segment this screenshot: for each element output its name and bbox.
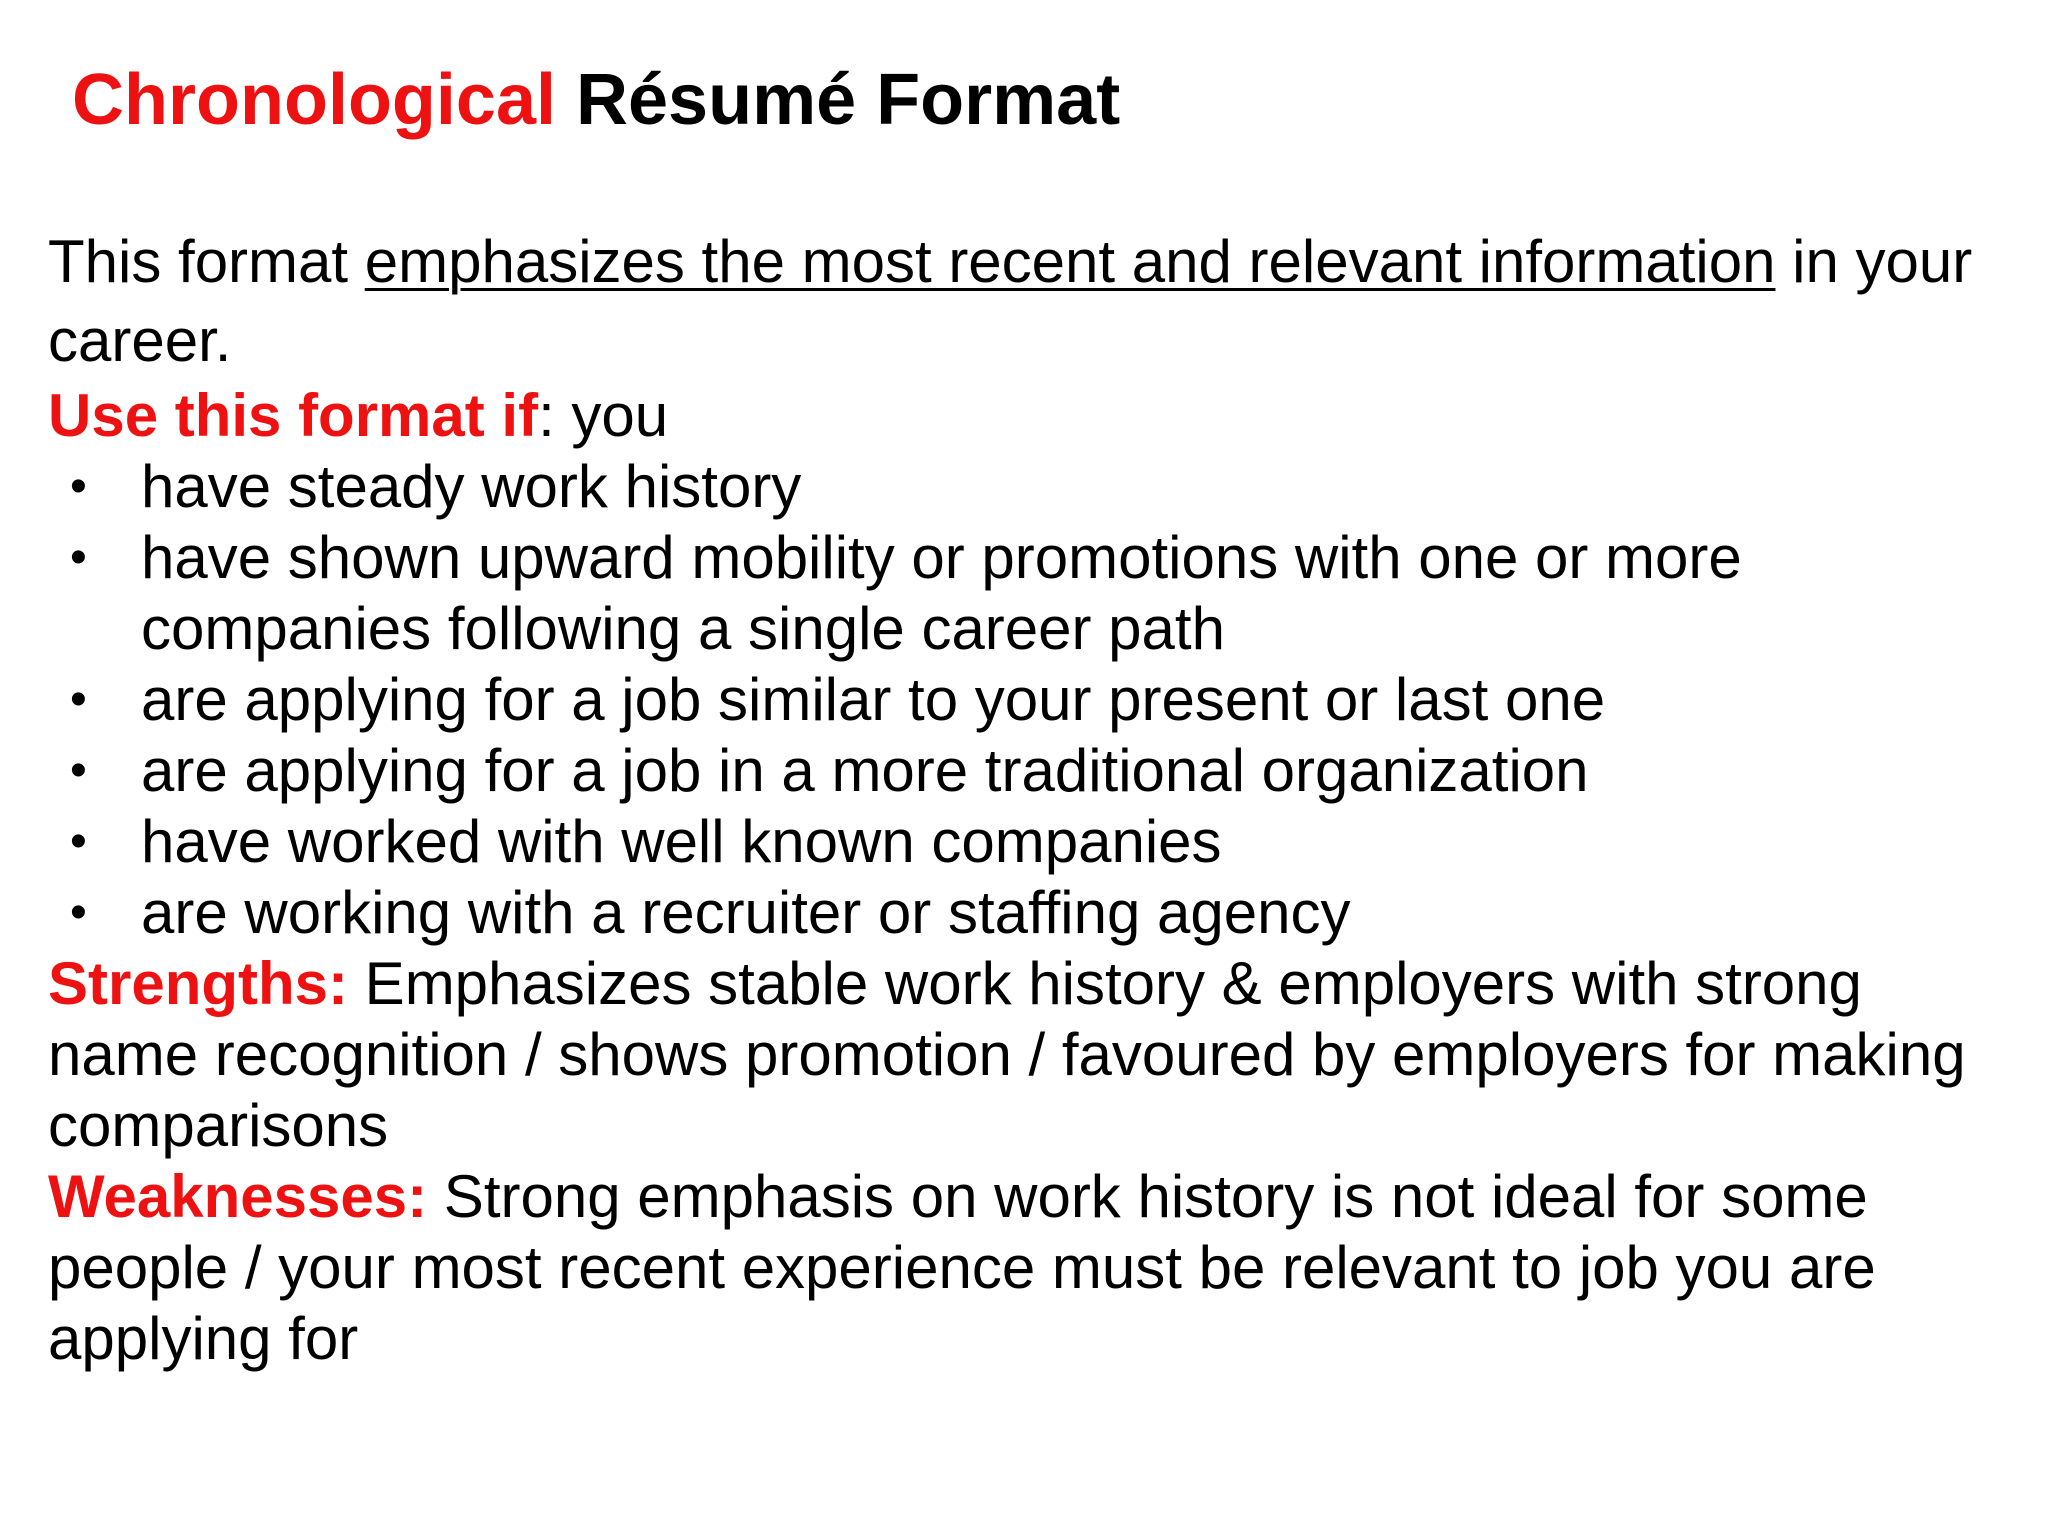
list-item-text: are working with a recruiter or staffing agency <box>141 879 1351 946</box>
bullet-dot: • <box>70 815 87 868</box>
bullet-dot: • <box>70 460 87 513</box>
intro-after: in your career. <box>48 228 1973 374</box>
strengths-text: Emphasizes stable work history & employers with strong name recognition / shows promotion / favoured by employers for making comparisons <box>48 950 1966 1159</box>
intro-underlined: emphasizes the most recent and relevant information <box>364 228 1776 295</box>
list-item <box>48 522 2008 664</box>
use-if-rest: : you <box>538 382 669 449</box>
bullet-dot: • <box>70 886 87 939</box>
use-if-label: Use this format if <box>48 382 539 449</box>
list-item <box>48 664 2008 735</box>
strengths-label: Strengths: <box>48 950 348 1017</box>
strengths-paragraph <box>48 948 2008 1161</box>
bullet-dot: • <box>70 744 87 797</box>
intro-before: This format <box>48 228 365 295</box>
list-item-text: are applying for a job similar to your present or last one <box>141 666 1606 733</box>
weaknesses-text: Strong emphasis on work history is not ideal for some people / your most recent experience must be relevant to job you are applying for <box>48 1163 1876 1372</box>
use-if-line <box>48 380 2008 451</box>
bullet-dot: • <box>70 673 87 726</box>
list-item-text: have shown upward mobility or promotions with one or more companies following a single career path <box>141 524 1742 662</box>
criteria-list <box>48 451 2008 948</box>
list-item <box>48 735 2008 806</box>
slide-body <box>48 222 2008 1374</box>
bullet-dot: • <box>70 531 87 584</box>
list-item <box>48 806 2008 877</box>
title-highlight: Chronological <box>72 60 556 140</box>
list-item-text: are applying for a job in a more traditional organization <box>141 737 1589 804</box>
list-item <box>48 451 2008 522</box>
list-item-text: have steady work history <box>141 453 802 520</box>
list-item <box>48 877 2008 948</box>
slide-title <box>72 52 1120 148</box>
intro-paragraph <box>48 222 2008 380</box>
title-rest: Résumé Format <box>576 60 1121 140</box>
weaknesses-paragraph <box>48 1161 2008 1374</box>
list-item-text: have worked with well known companies <box>141 808 1222 875</box>
weaknesses-label: Weaknesses: <box>48 1163 428 1230</box>
